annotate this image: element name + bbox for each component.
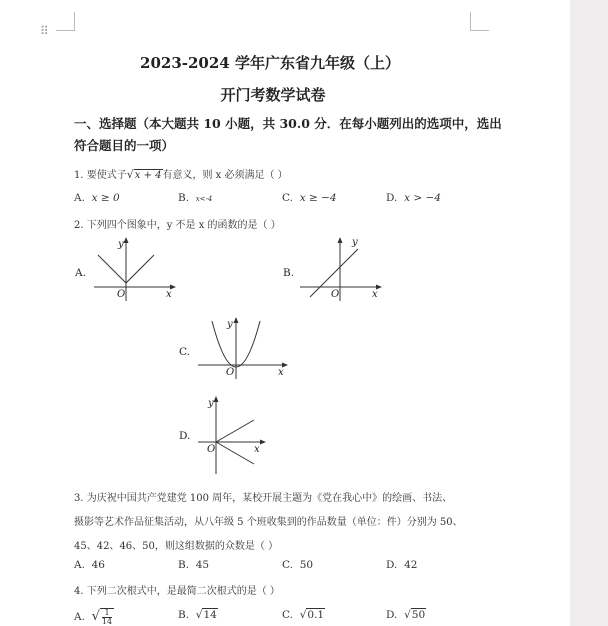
q3-stem-line1: 3. 为庆祝中国共产党建党 100 周年，某校开展主题为《党在我心中》的绘画、书法、 <box>74 493 453 504</box>
q2-graph-a-origin: O <box>117 289 126 300</box>
q4-option-d[interactable]: D. √50 <box>386 609 426 621</box>
exam-title-line2: 开门考数学试卷 <box>220 86 326 104</box>
q4-option-a-denominator: 14 <box>101 617 113 626</box>
page-gutter <box>570 0 608 626</box>
q2-option-b-label[interactable]: B. <box>283 267 295 279</box>
drag-handle-icon[interactable]: ⠿ <box>40 24 49 38</box>
q4-option-b[interactable]: B. √14 <box>178 609 217 621</box>
q2-option-d-label[interactable]: D. <box>179 430 191 442</box>
section-heading-line2: 符合题目的一项） <box>74 138 175 153</box>
q2-graph-d-origin: O <box>207 444 216 455</box>
q2-graph-d-x-label: x <box>254 444 260 455</box>
q1-stem-before: 1. 要使式子 <box>74 170 127 181</box>
q1-stem: 1. 要使式子√x + 4有意义，则 x 必须满足（ ） <box>74 168 288 181</box>
q1-option-d[interactable]: D. x > −4 <box>386 192 441 204</box>
q2-graph-d <box>196 394 276 476</box>
q3-stem-line2: 摄影等艺术作品征集活动，从八年级 5 个班收集到的作品数量（单位：件）分别为 50、 <box>74 517 463 528</box>
q2-option-c-label[interactable]: C. <box>179 346 190 358</box>
q4-option-a-numerator: 1 <box>102 609 112 618</box>
q3-option-c[interactable]: C. 50 <box>282 559 314 571</box>
q1-option-c[interactable]: C. x ≥ −4 <box>282 192 337 204</box>
q2-graph-c-x-label: x <box>278 367 284 378</box>
q2-graph-c <box>194 315 294 383</box>
q4-option-c[interactable]: C. √0.1 <box>282 609 325 621</box>
q2-graph-b-origin: O <box>331 289 340 300</box>
q2-graph-a <box>90 235 180 305</box>
q2-option-a-label[interactable]: A. <box>75 267 86 279</box>
q3-stem-line3: 45、42、46、50，则这组数据的众数是（ ） <box>74 541 279 552</box>
q2-stem: 2. 下列四个图象中，y 不是 x 的函数的是（ ） <box>74 220 281 231</box>
q1-stem-after: 有意义，则 x 必须满足（ ） <box>162 170 288 181</box>
q2-graph-d-y-label: y <box>208 398 214 409</box>
q3-option-d[interactable]: D. 42 <box>386 559 418 571</box>
q2-graph-b-y-label: y <box>352 237 358 248</box>
crop-mark-top-left <box>56 12 75 31</box>
q3-option-b[interactable]: B. 45 <box>178 559 210 571</box>
q1-option-b[interactable]: B. x<-4 <box>178 192 213 204</box>
q2-graph-c-y-label: y <box>227 319 233 330</box>
q2-graph-c-origin: O <box>226 367 235 378</box>
q2-graph-a-x-label: x <box>166 289 172 300</box>
q1-radicand: x + 4 <box>134 170 162 181</box>
q2-graph-b-x-label: x <box>372 289 378 300</box>
q4-option-a[interactable]: A. √ $\frac{1}{14}$ <box>74 608 113 626</box>
exam-title-line1: 2023-2024 学年广东省九年级（上） <box>140 54 400 72</box>
q2-graph-a-y-label: y <box>118 239 124 250</box>
q1-option-a[interactable]: A. x ≥ 0 <box>74 192 120 204</box>
q3-option-a[interactable]: A. 46 <box>74 559 105 571</box>
q2-graph-b <box>296 235 386 305</box>
section-heading-line1: 一、选择题（本大题共 10 小题，共 30.0 分．在每小题列出的选项中，选出 <box>74 116 502 131</box>
q4-stem: 4. 下列二次根式中，是最简二次根式的是（ ） <box>74 586 280 597</box>
crop-mark-top-right <box>470 12 489 31</box>
